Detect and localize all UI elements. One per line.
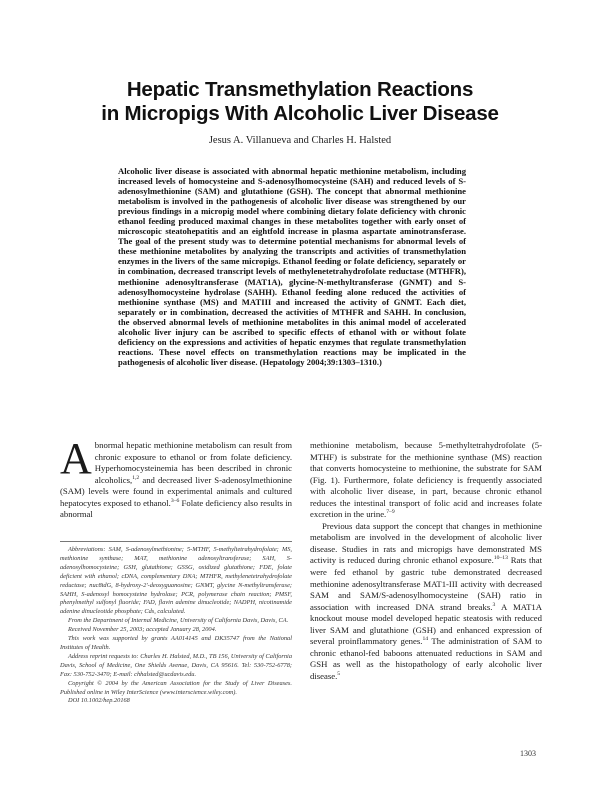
body-column-right — [310, 440, 542, 682]
abstract — [118, 166, 466, 367]
abstract-citation: (Hepatology 2004;39:1303–1310.) — [259, 356, 382, 367]
body-paragraph: methionine metabolism, because 5-methyltetrahydrofolate (5-MTHF) is substrate for the methionine synthase (MS) reaction that converts homocysteine to methionine, the substrate for SAM (Fig. 1). Furthermore, folate deficiency is frequently associated with alcoholic liver disease, in part, because chronic ethanol reduces the intestinal transport of folic acid and increases folate excretion in the urine.$^{7-9}$ — [310, 440, 542, 520]
body-paragraph: Abnormal hepatic methionine metabolism can result from chronic exposure to ethanol or from folate deficiency. Hyperhomocysteinemia has been described in chronic alcoholics,$^{1,2}$ and decreased liver S-adenosylmethionine (SAM) levels were found in experimental animals and cultured hepatocytes exposed to ethanol.$^{3-6}$ Folate deficiency also results in abnormal — [60, 434, 292, 520]
page-number: 1303 — [520, 749, 536, 758]
body-paragraph: Previous data support the concept that changes in methionine metabolism are involved in the development of alcoholic liver disease. Studies in rats and micropigs have demonstrated MS activity is reduced during chronic ethanol exposure.$^{10-13}$ Rats that were fed ethanol by gastric tube demonstrated decreased methionine adenosyltransferase MAT1-III activity with decreased SAM and SAM/S-adenosylhomocysteine (SAH) ratio in association with increased DNA strand breaks.$^3$ A MAT1A knockout mouse model developed hepatic steatosis with reduced liver SAM and glutathione (GSH) and enhanced expression of several proinflammatory genes.$^{14}$ The administration of SAM to chronic ethanol-fed baboons attenuated reductions in SAM and GSH as well as the histopathology of early alcoholic liver disease.$^5$ — [310, 520, 543, 681]
footnote-affiliation: From the Department of Internal Medicine, University of California Davis, Davis, CA. — [68, 617, 289, 625]
footnote-doi: DOI 10.1002/hep.20168 — [68, 697, 130, 705]
footnote-copyright: Copyright © 2004 by the American Association for the Study of Liver Diseases. Published online in Wiley InterScience (www.interscience.wiley.com). — [60, 679, 292, 696]
drop-cap: A — [60, 434, 92, 483]
article-title — [60, 78, 540, 126]
footnotes — [60, 546, 292, 706]
title-line-2: in Micropigs With Alcoholic Liver Disease — [101, 102, 499, 125]
footnote-divider — [60, 541, 292, 542]
footnote-support: This work was supported by grants AA014145 and DK35747 from the National Institutes of Health. — [60, 635, 292, 651]
footnote-address: Address reprint requests to: Charles H. Halsted, M.D., TB 156, University of California Davis, School of Medicine, One Shields Avenue, Davis, CA 95616. Tel: 530-752-6778; Fax: 530-752-3470; E-mail: chhalsted@ucdavis.edu. — [60, 652, 292, 678]
footnote-abbreviations: Abbreviations: SAM, S-adenosylmethionine; 5-MTHF, 5-methyltetrahydrofolate; MS, methionine synthase; MAT, methionine adenosyltransferase; SAH, S-adenosylhomocysteine; GSH, glutathione; GSSG, oxidized glutathione; FDE, folate deficient with ethanol; cDNA, complementary DNA; MTHFR, methylenetetrahydrofolate reductase; nuc8tdG, 8-hydroxy-2′-deoxyguanosine; GNMT, glycine N-methyltransferase; SAHH, S-adenosyl homocysteine hydrolase; PCR, polymerase chain reaction; PMSF, phenylmethyl sulfonyl fluoride; FAD, flavin adenine dinucleotide; NADPH, nicotinamide adenine dinucleotide phosphate; Cds, calculated. — [60, 546, 292, 616]
footnote-received: Received November 25, 2003; accepted January 28, 2004. — [68, 626, 217, 634]
body-column-left — [60, 434, 292, 521]
authors: Jesus A. Villanueva and Charles H. Halsted — [208, 135, 392, 146]
abstract-text: Alcoholic liver disease is associated with abnormal hepatic methionine metabolism, including increased levels of homocysteine and S-adenosylhomocysteine (SAH) and reduced levels of S-adenosylmethionine (SAM) and glutathione (GSH). The concept that abnormal methionine metabolism is involved in the pathogenesis of alcoholic liver disease was strengthened by our previous findings in a micropig model where combining dietary folate deficiency with chronic ethanol feeding produced maximal changes in these metabolites together with early onset of microscopic steatohepatitis and an eightfold increase in plasma aspartate aminotransferase. The goal of the present study was to determine potential mechanisms for abnormal levels of these methionine metabolites by analyzing the transcripts and activities of transmethylation enzymes in the livers of the same micropigs. Ethanol feeding or folate deficiency, separately or in combination, decreased transcript levels of methylenetetrahydrofolate reductase (MTHFR), methionine adenosyltransferase (MAT1A), glycine-N-methyltransferase (GNMT) and S-adenosylhomocysteine hydrolase (SAHH). Ethanol feeding alone reduced the activities of methionine synthase (MS) and MATIII and increased the activity of GNMT. Each diet, separately or in combination, decreased the activities of MTHFR and SAHH. In conclusion, the observed abnormal levels of methionine metabolites in this animal model of accelerated alcoholic liver injury can be ascribed to specific effects of ethanol with or without folate deficiency on the expressions and activities of hepatic enzymes that regulate transmethylation reactions. These novel effects on transmethylation reactions may be implicated in the pathogenesis of alcoholic liver disease. — [118, 166, 466, 367]
title-line-1: Hepatic Transmethylation Reactions — [126, 78, 474, 101]
